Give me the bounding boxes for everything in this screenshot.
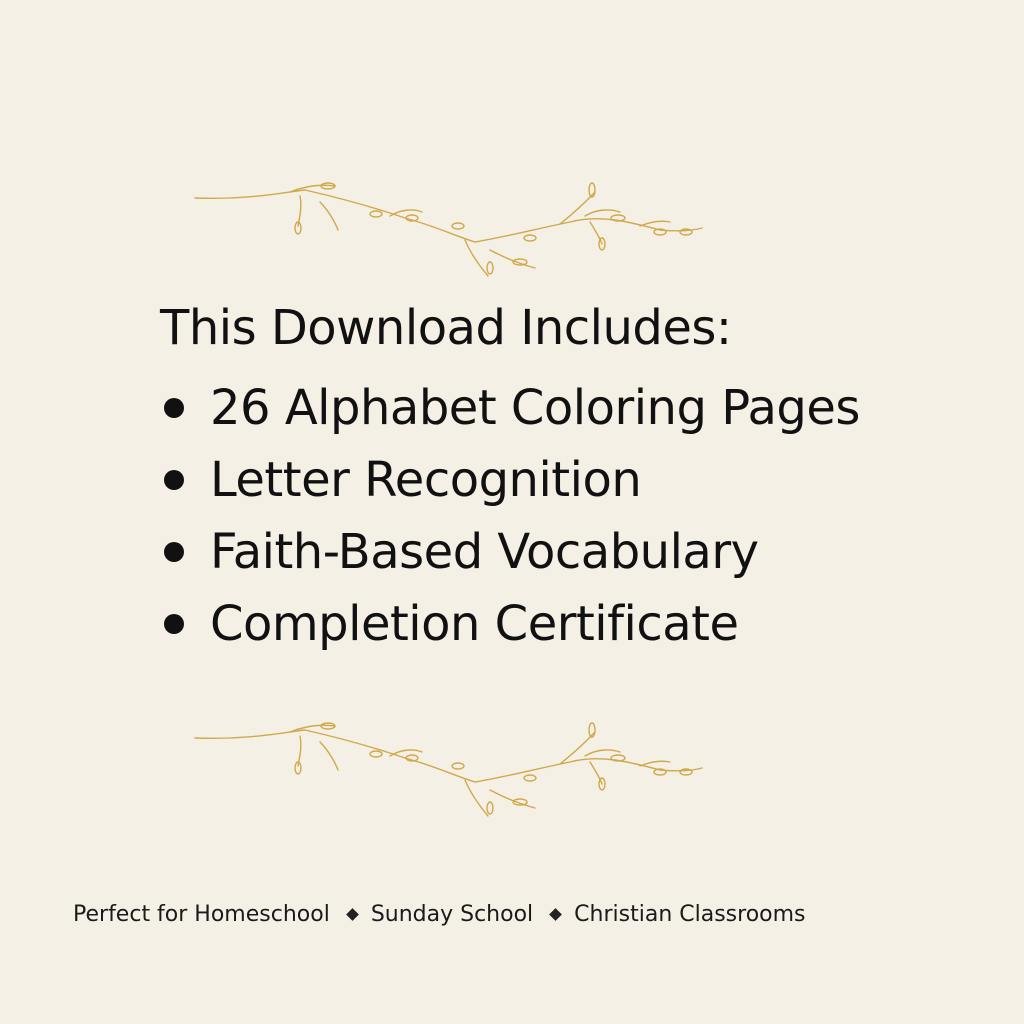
footer-item: Sunday School <box>370 902 534 927</box>
list-item <box>160 372 980 444</box>
feature-label: Completion Certificate <box>210 596 739 652</box>
golden-branch-icon <box>190 718 710 828</box>
feature-list <box>160 372 980 660</box>
diamond-icon <box>346 908 359 921</box>
bullet-icon <box>164 542 184 562</box>
includes-section <box>160 298 980 660</box>
footer-item: Christian Classrooms <box>574 902 806 927</box>
page-title: This Download Includes: <box>160 300 732 356</box>
bullet-icon <box>164 398 184 418</box>
bullet-icon <box>164 470 184 490</box>
list-item <box>160 588 980 660</box>
feature-label: Faith-Based Vocabulary <box>210 524 759 580</box>
footer-item: Perfect for Homeschool <box>73 902 330 927</box>
diamond-icon <box>549 908 562 921</box>
footer-tagline <box>73 902 806 927</box>
list-item <box>160 444 980 516</box>
feature-label: 26 Alphabet Coloring Pages <box>210 380 860 436</box>
feature-label: Letter Recognition <box>210 452 642 508</box>
bullet-icon <box>164 614 184 634</box>
golden-branch-icon <box>190 178 710 288</box>
list-item <box>160 516 980 588</box>
